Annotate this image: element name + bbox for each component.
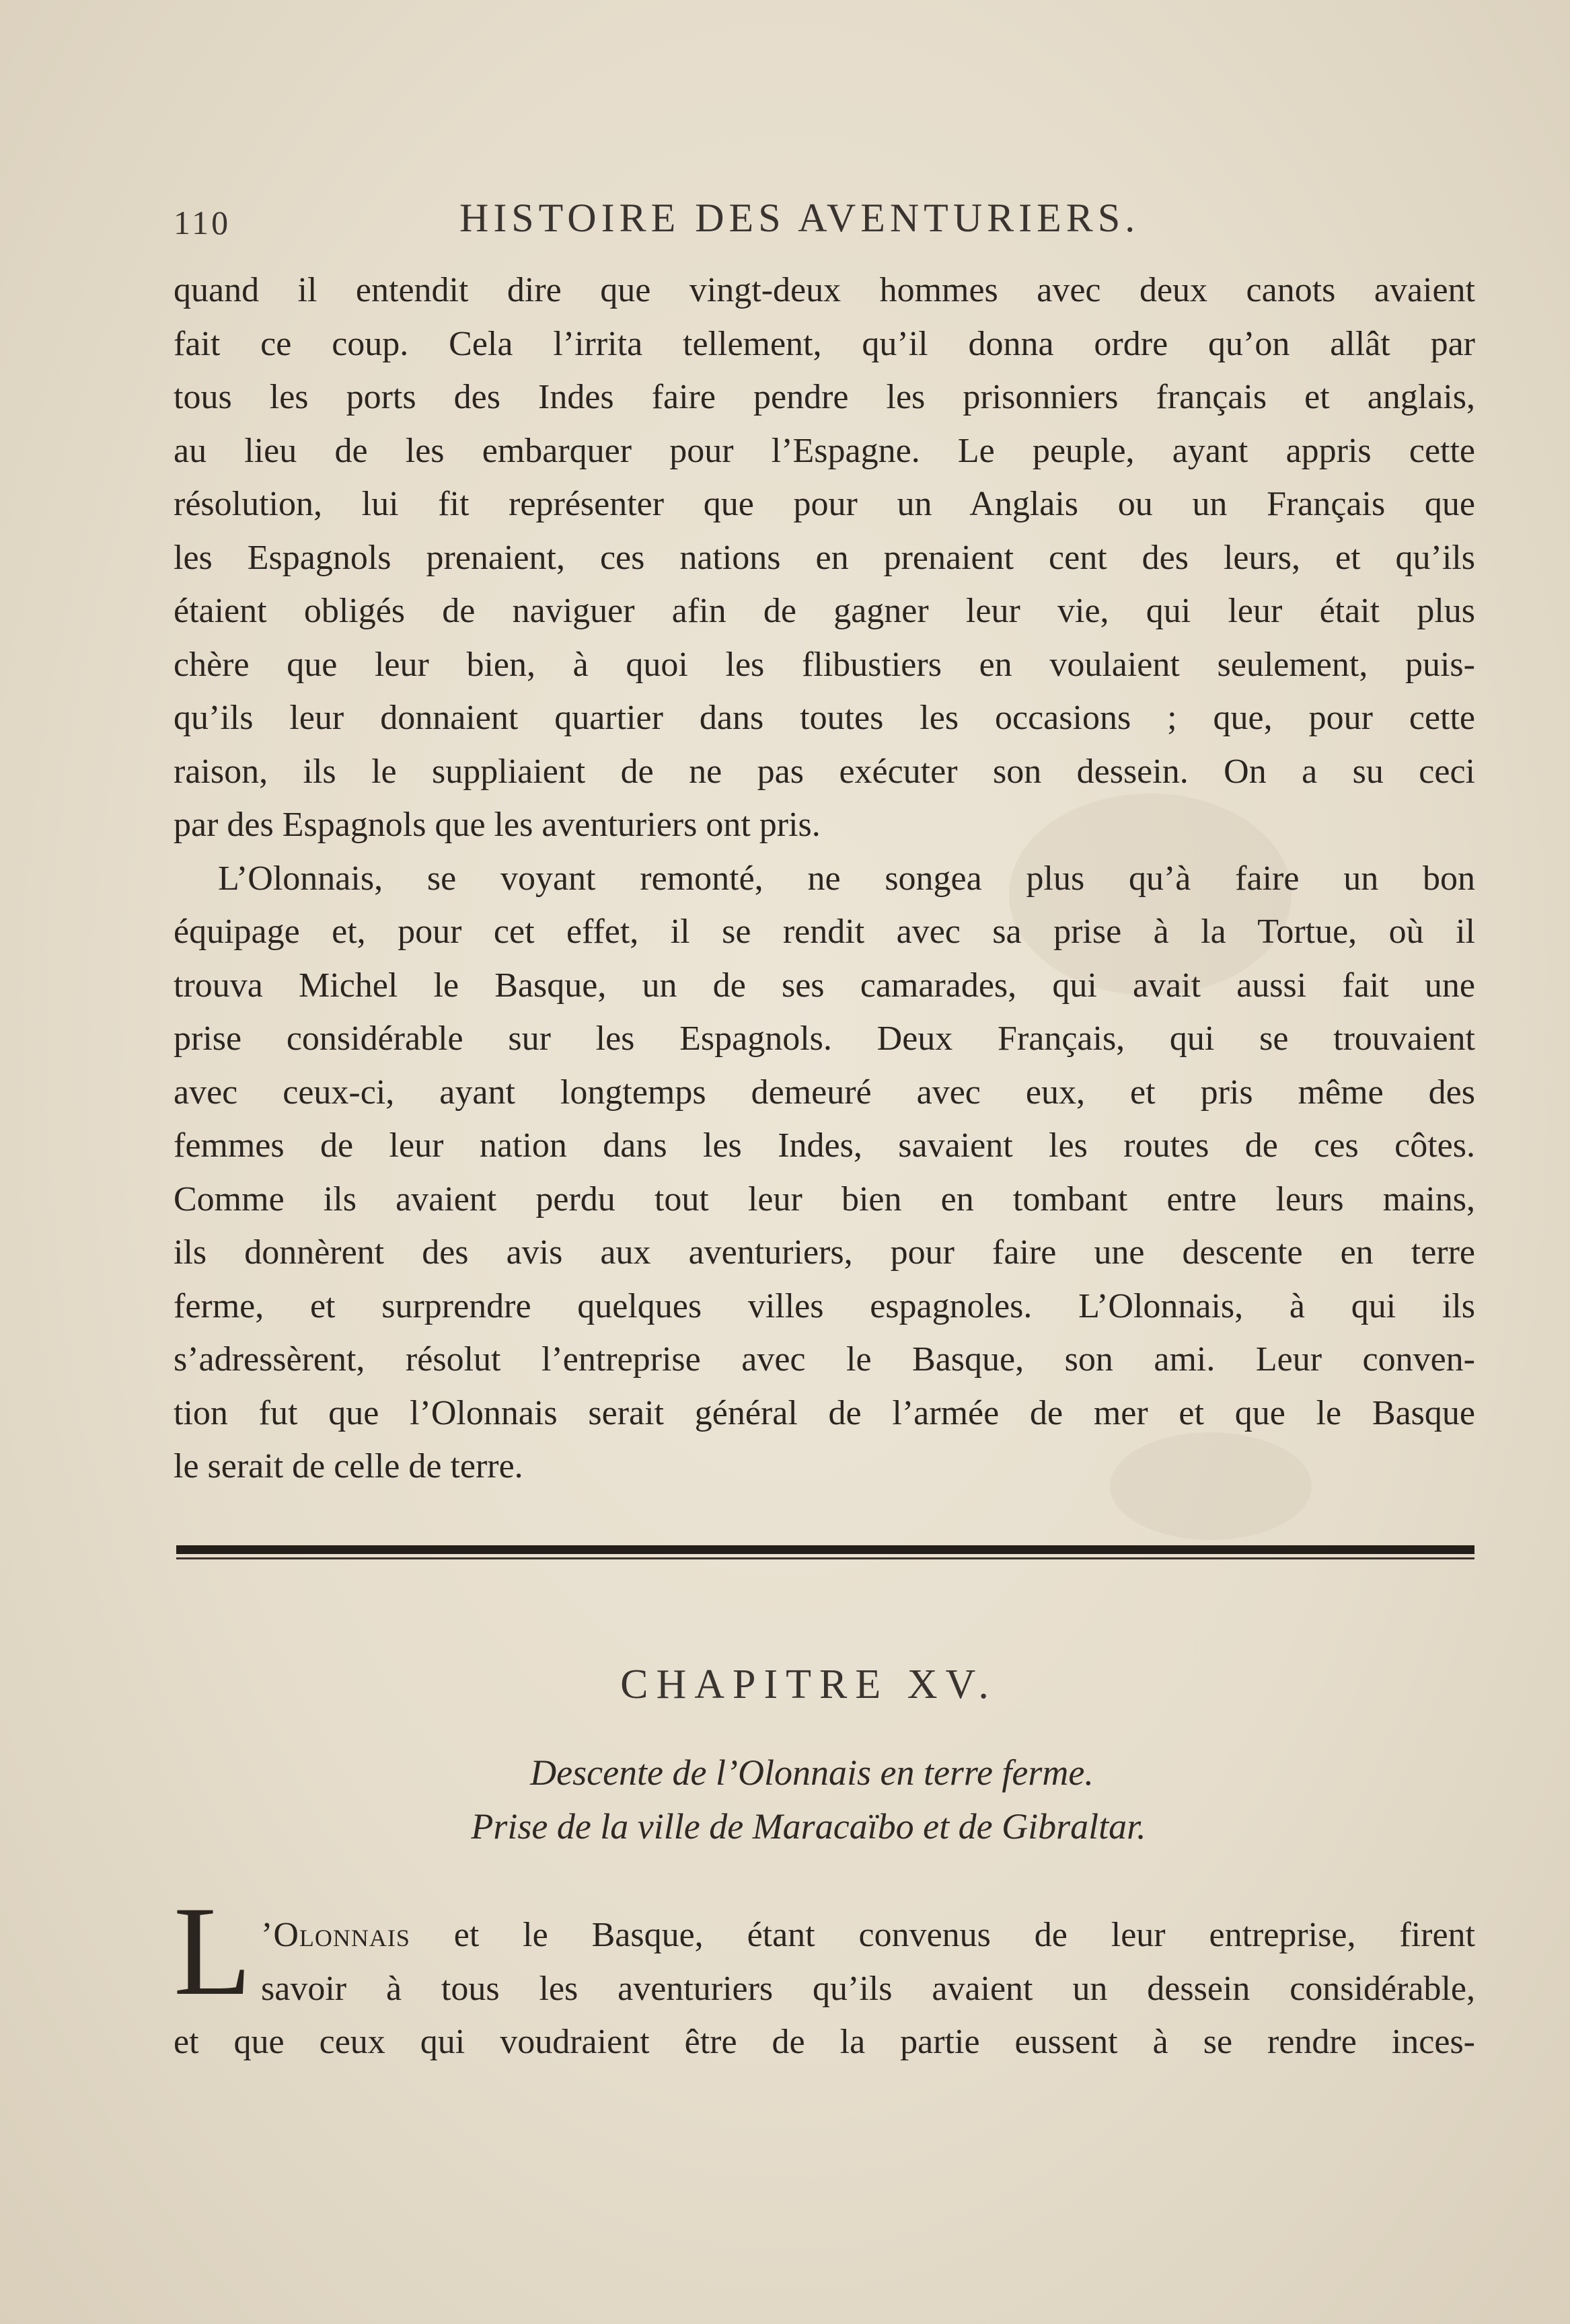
text-line: chère que leur bien, à quoi les flibustiers en voulaient seulement, puis- (174, 645, 1475, 684)
rule-thick-line (176, 1545, 1474, 1554)
text-line: prise considérable sur les Espagnols. Deux Français, qui se trouvaient (174, 1019, 1475, 1058)
text-line: savoir à tous les aventuriers qu’ils avaient un dessein considérable, (261, 1969, 1475, 2008)
text-line: avec ceux-ci, ayant longtemps demeuré avec eux, et pris même des (174, 1073, 1475, 1112)
text-line: qu’ils leur donnaient quartier dans toutes les occasions ; que, pour cette (174, 699, 1475, 737)
text-line: raison, ils le suppliaient de ne pas exécuter son dessein. On a su ceci (174, 752, 1475, 791)
paragraph (174, 264, 1475, 852)
drop-cap: L (174, 1881, 252, 2022)
text-line: ils donnèrent des avis aux aventuriers, pour faire une descente en terre (174, 1233, 1475, 1272)
text-line: équipage et, pour cet effet, il se rendit avec sa prise à la Tortue, où il (174, 913, 1475, 951)
text-line: les Espagnols prenaient, ces nations en prenaient cent des leurs, et qu’ils (174, 538, 1475, 577)
text-line: tion fut que l’Olonnais serait général de l’armée de mer et que le Basque (174, 1393, 1475, 1432)
chapter-divider-rule (176, 1545, 1474, 1560)
text-line: par des Espagnols que les aventuriers ont pris. (174, 806, 821, 844)
body-text (174, 264, 1475, 1494)
text-line: étaient obligés de naviguer afin de gagner leur vie, qui leur était plus (174, 592, 1475, 630)
text-line: au lieu de les embarquer pour l’Espagne. Le peuple, ayant appris cette (174, 431, 1475, 470)
text-line: s’adressèrent, résolut l’entreprise avec le Basque, son ami. Leur conven- (174, 1340, 1475, 1379)
text-line: résolution, lui fit représenter que pour un Anglais ou un Français que (174, 485, 1475, 523)
running-head (174, 195, 1189, 256)
chapter-subtitle: Descente de l’Olonnais en terre ferme. (530, 1752, 1094, 1793)
text-line: trouva Michel le Basque, un de ses camarades, qui avait aussi fait une (174, 966, 1475, 1005)
text-line: L’Olonnais, se voyant remonté, ne songea plus qu’à faire un bon (218, 859, 1475, 898)
running-title: HISTOIRE DES AVENTURIERS. (459, 196, 1140, 240)
page-number: 110 (174, 204, 231, 241)
text-line: Comme ils avaient perdu tout leur bien en tombant entre leurs mains, (174, 1179, 1475, 1218)
chapter-subtitle: Prise de la ville de Maracaïbo et de Gibraltar. (471, 1806, 1146, 1847)
paragraph (174, 852, 1475, 1494)
text-line: quand il entendit dire que vingt-deux hommes avec deux canots avaient (174, 271, 1475, 309)
rule-thin-line (176, 1557, 1474, 1559)
small-caps-word: ’Olonnais (261, 1916, 410, 1954)
chapter-opening-text (174, 1908, 1475, 2069)
text-line: le serait de celle de terre. (174, 1447, 523, 1485)
text-fragment: et le Basque, étant convenus de leur entreprise, firent (410, 1916, 1475, 1954)
text-line: tous les ports des Indes faire pendre les prisonniers français et anglais, (174, 378, 1475, 416)
text-line: fait ce coup. Cela l’irrita tellement, qu’il donna ordre qu’on allât par (174, 324, 1475, 363)
chapter-title: CHAPITRE XV. (620, 1662, 997, 1707)
text-line: ferme, et surprendre quelques villes espagnoles. L’Olonnais, à qui ils (174, 1286, 1475, 1325)
text-line (174, 1908, 1475, 1962)
text-line: et que ceux qui voudraient être de la partie eussent à se rendre inces- (174, 2023, 1475, 2061)
text-line: femmes de leur nation dans les Indes, savaient les routes de ces côtes. (174, 1126, 1475, 1165)
